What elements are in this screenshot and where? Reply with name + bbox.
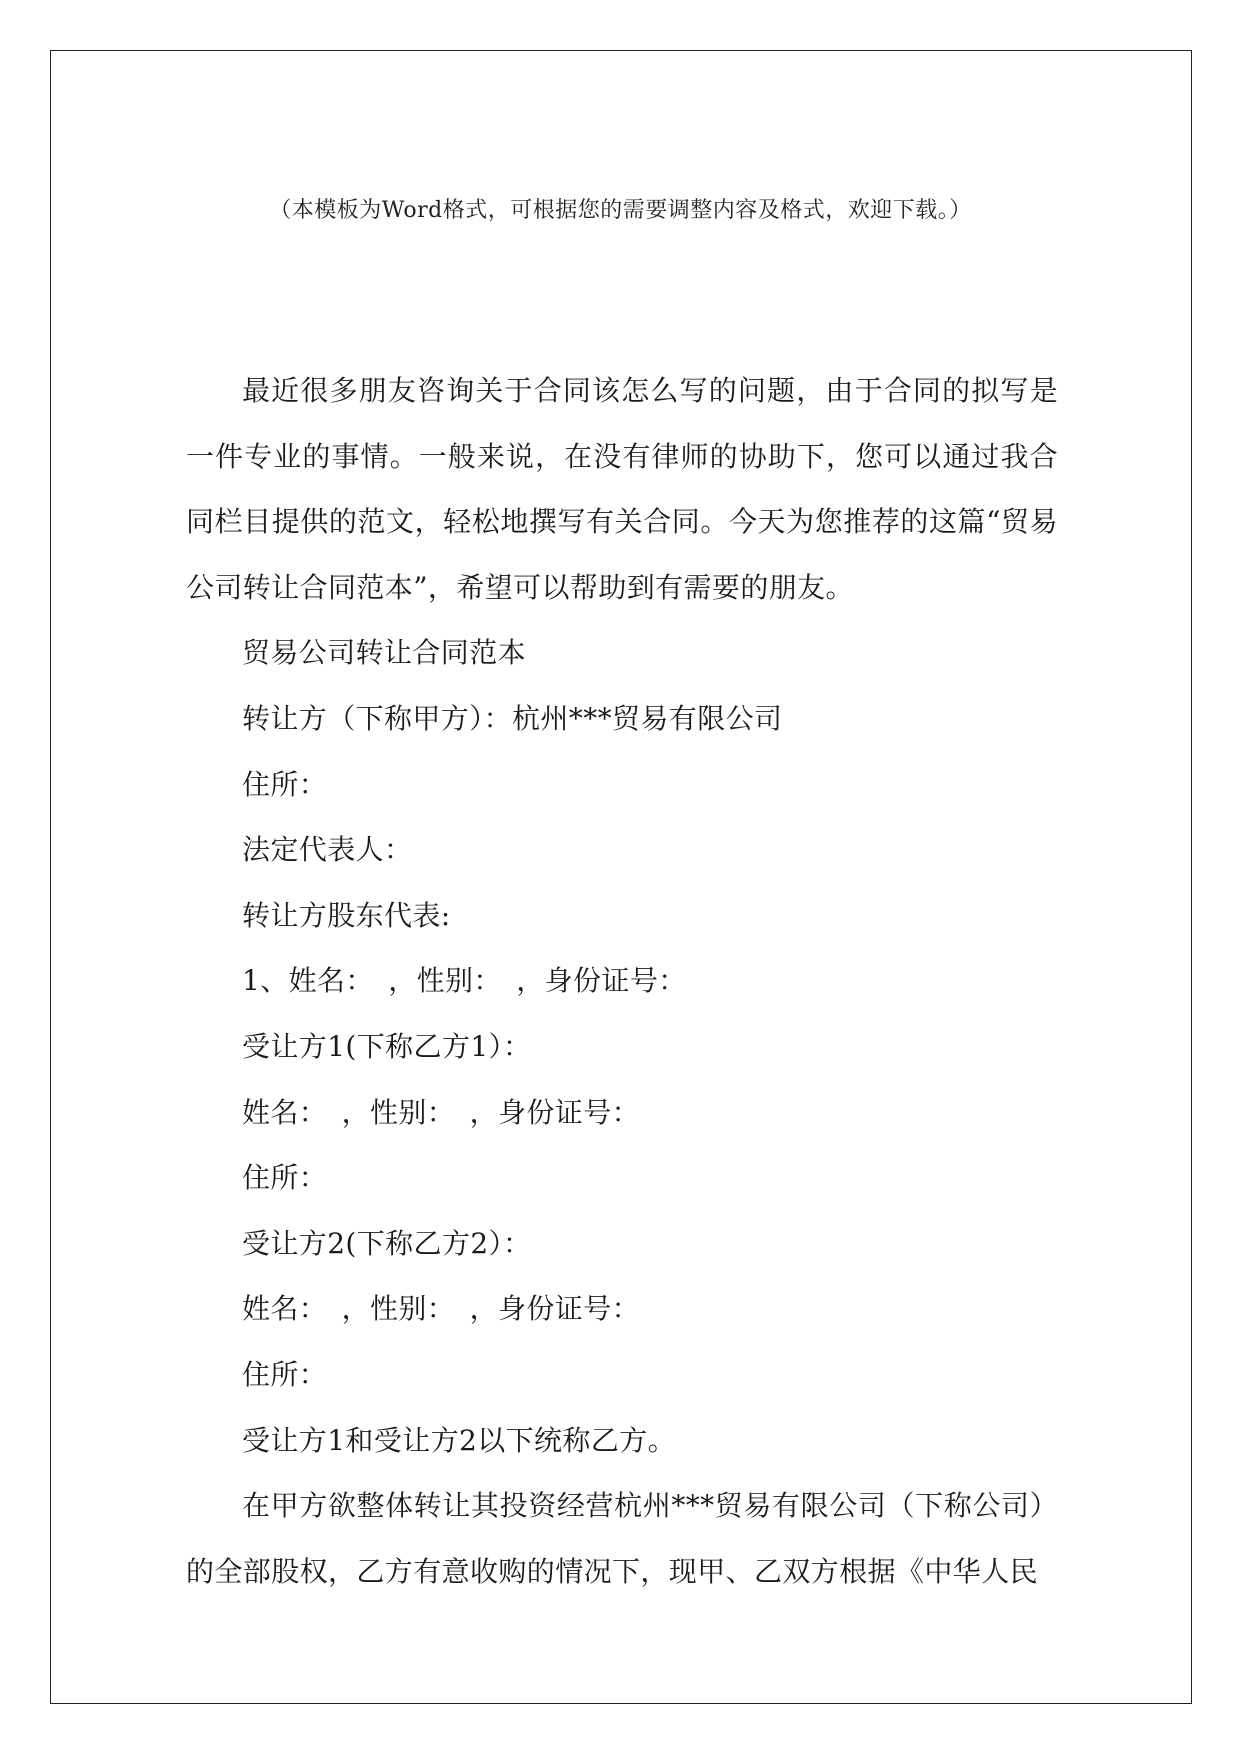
transferee-collective: 受让方1和受让方2以下统称乙方。: [242, 1423, 677, 1457]
shareholder-representative: 转让方股东代表:: [242, 898, 451, 932]
legal-representative: 法定代表人：: [242, 833, 413, 867]
document-body: [186, 358, 1058, 1604]
intro-paragraph: 最近很多朋友咨询关于合同该怎么写的问题，由于合同的拟写是一件专业的事情。一般来说，在没有律师的协助下，您可以通过我合同栏目提供的范文，轻松地撰写有关合同。今天为您推荐的这篇“贸易公司转让合同范本”，希望可以帮助到有需要的朋友。: [186, 374, 1058, 604]
shareholder-1-info: 1、姓名： ，性别： ，身份证号：: [242, 964, 687, 998]
transferee-1-address: 住所：: [242, 1161, 328, 1195]
transferor-line: 转让方（下称甲方）：杭州***贸易有限公司: [242, 701, 783, 735]
transferee-2-line: 受让方2(下称乙方2）：: [242, 1226, 532, 1260]
preamble-paragraph: 在甲方欲整体转让其投资经营杭州***贸易有限公司（下称公司）的全部股权，乙方有意收购的情况下，现甲、乙双方根据《中华人民: [186, 1489, 1058, 1588]
transferor-address: 住所：: [242, 767, 328, 801]
transferee-2-address: 住所：: [242, 1357, 328, 1391]
transferee-1-info: 姓名： ，性别： ，身份证号：: [242, 1095, 641, 1129]
contract-title: 贸易公司转让合同范本: [242, 636, 527, 670]
transferee-1-line: 受让方1(下称乙方1）：: [242, 1029, 532, 1063]
transferee-2-info: 姓名： ，性别： ，身份证号：: [242, 1292, 641, 1326]
template-note: （本模板为Word格式，可根据您的需要调整内容及格式，欢迎下载。）: [269, 198, 972, 223]
